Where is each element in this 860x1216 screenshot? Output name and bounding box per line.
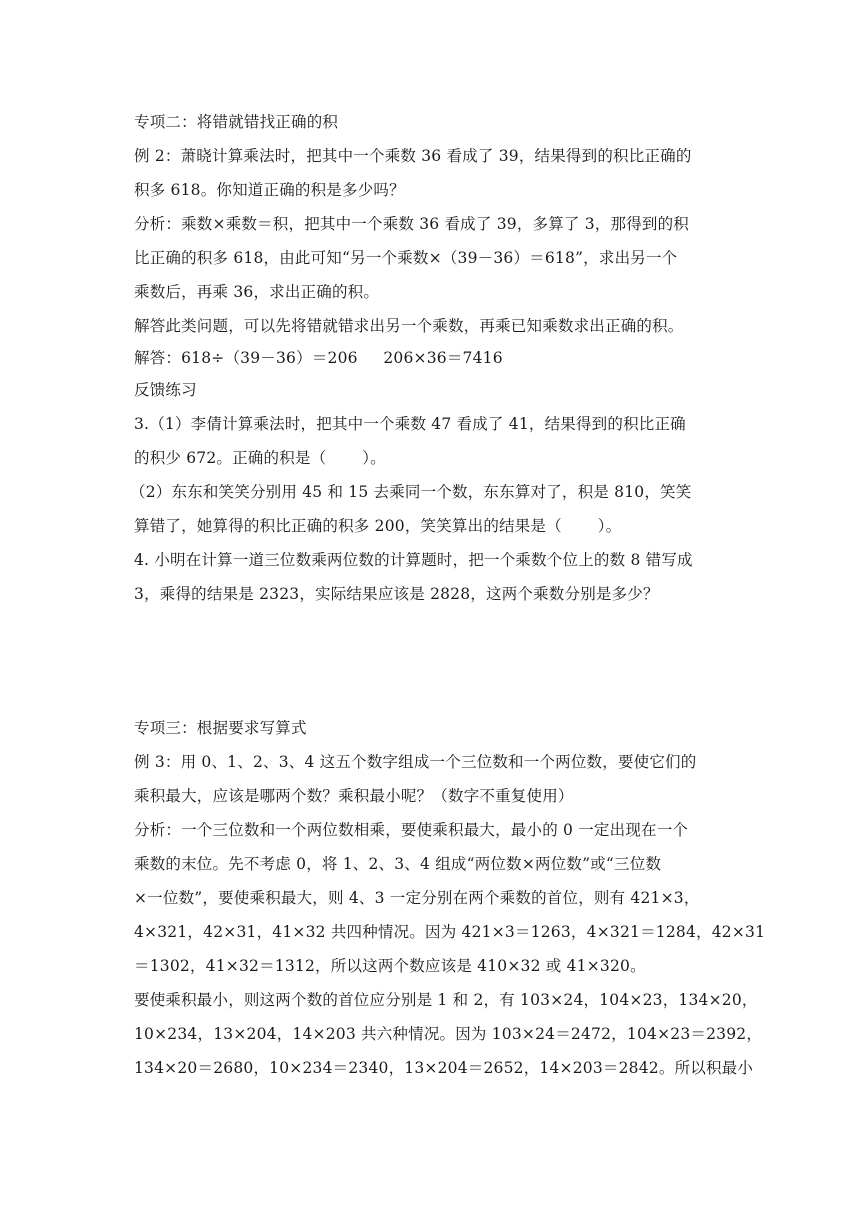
section3-title: 专项三：根据要求写算式 [134,719,307,737]
analysis3-line2: 乘数的末位。先不考虑 0，将 1、2、3、4 组成“两位数×两位数”或“三位数 [134,855,662,873]
analysis2-line2: 比正确的积多 618，由此可知“另一个乘数×（39－36）＝618”，求出另一个 [134,249,678,267]
example3-line2: 乘积最大，应该是哪两个数？乘积最小呢？（数字不重复使用） [134,787,574,805]
example3-line1: 例 3：用 0、1、2、3、4 这五个数字组成一个三位数和一个两位数，要使它们的 [134,753,697,771]
analysis3-line1: 分析：一个三位数和一个两位数相乘，要使乘积最大，最小的 0 一定出现在一个 [134,821,689,839]
section2-title: 专项二：将错就错找正确的积 [134,113,339,131]
q3-part2-line2: 算错了，她算得的积比正确的积多 200，笑笑算出的结果是（ ）。 [134,517,622,535]
analysis2-line1: 分析：乘数×乘数＝积，把其中一个乘数 36 看成了 39，多算了 3，那得到的积 [134,215,690,233]
method2: 解答此类问题，可以先将错就错求出另一个乘数，再乘已知乘数求出正确的积。 [134,317,684,335]
q3-part1-line1: 3.（1）李倩计算乘法时，把其中一个乘数 47 看成了 41，结果得到的积比正确 [134,415,686,433]
min3-line2: 10×234，13×204，14×203 共六种情况。因为 103×24＝2472，104×23＝2392， [134,1025,763,1043]
q3-part2-line1: （2）东东和笑笑分别用 45 和 15 去乘同一个数，东东算对了，积是 810，笑笑 [130,483,692,501]
analysis3-line3: ×一位数”，要使乘积最大，则 4、3 一定分别在两个乘数的首位，则有 421×3， [134,889,700,907]
analysis3-line4: 4×321，42×31，41×32 共四种情况。因为 421×3＝1263，4×321＝1284，42×31 [134,923,766,941]
q4-line2: 3，乘得的结果是 2323，实际结果应该是 2828，这两个乘数分别是多少？ [134,585,659,603]
analysis3-line5: ＝1302，41×32＝1312，所以这两个数应该是 410×32 或 41×320。 [134,957,646,975]
q4-line1: 4. 小明在计算一道三位数乘两位数的计算题时，把一个乘数个位上的数 8 错写成 [134,551,693,569]
example2-line2: 积多 618。你知道正确的积是多少吗？ [134,181,405,199]
example2-line1: 例 2：萧晓计算乘法时，把其中一个乘数 36 看成了 39，结果得到的积比正确的 [134,147,692,165]
min3-line3: 134×20＝2680，10×234＝2340，13×204＝2652，14×203＝2842。所以积最小 [134,1059,754,1077]
answer2: 解答：618÷（39－36）＝206 206×36＝7416 [134,349,503,367]
q3-part1-line2: 的积少 672。正确的积是（ ）。 [134,449,386,467]
feedback-heading: 反馈练习 [134,381,197,399]
min3-line1: 要使乘积最小，则这两个数的首位应分别是 1 和 2，有 103×24，104×23，134×20， [134,991,758,1009]
analysis2-line3: 乘数后，再乘 36，求出正确的积。 [134,283,380,301]
